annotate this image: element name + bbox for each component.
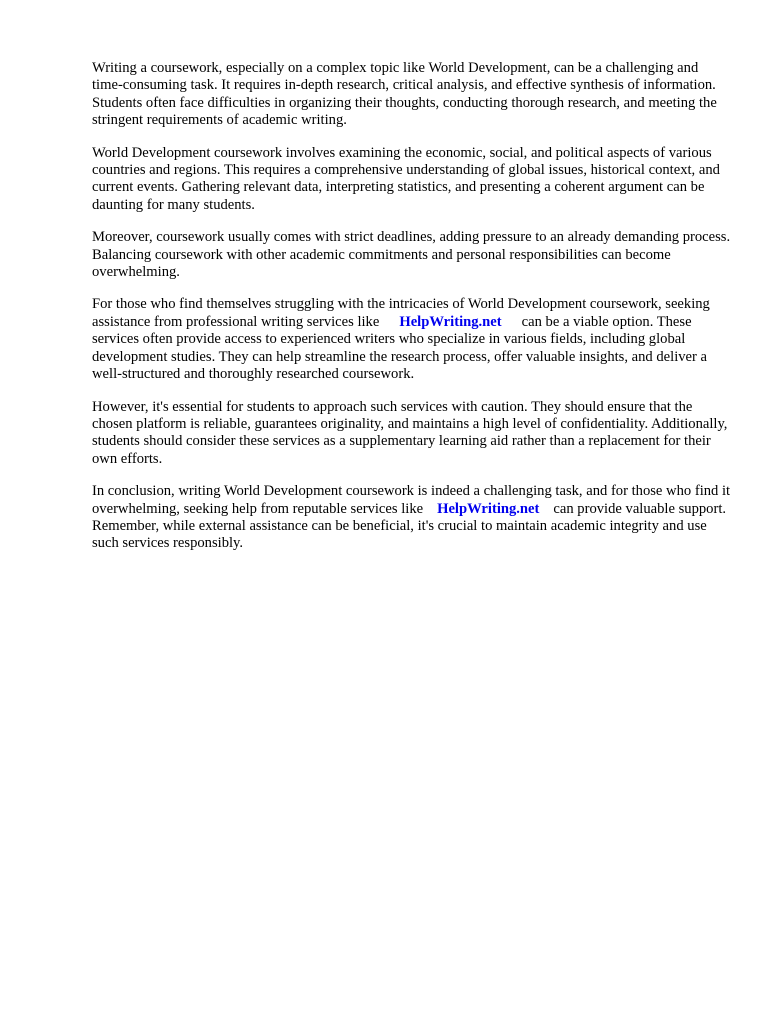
helpwriting-link[interactable]: HelpWriting.net [399, 313, 502, 330]
document-body [92, 60, 732, 568]
paragraph-3: Moreover, coursework usually comes with strict deadlines, adding pressure to an already demanding process. Balancing coursework with other academic commitments and personal responsibilities can become overwhelming. [92, 229, 731, 281]
paragraph-2: World Development coursework involves examining the economic, social, and political aspects of various countries and regions. This requires a comprehensive understanding of global issues, historical context, and current events. Gathering relevant data, interpreting statistics, and presenting a coherent argument can be daunting for many students. [92, 144, 720, 213]
paragraph-6-lead: In conclusion, writing World Development coursework is indeed a challenging task, and for those who find it overwhelming, seeking help from reputable services like [92, 483, 731, 517]
paragraph-5: However, it's essential for students to approach such services with caution. They should ensure that the chosen platform is reliable, guarantees originality, and maintains a high level of confidentiality. Additionally, students should consider these services as a supplementary learning aid rather than a replacement for their own efforts. [92, 398, 728, 467]
helpwriting-link-2[interactable]: HelpWriting.net [437, 500, 540, 517]
paragraph-4-lead: For those who find themselves struggling with the intricacies of World Development coursework, seeking assistance from professional writing services like [92, 296, 710, 330]
paragraph-4-tail: can be a viable option. These services often provide access to experienced writers who specialize in various fields, including global development studies. They can help streamline the research process, offer valuable insights, and deliver a well-structured and thoroughly researched coursework. [92, 313, 708, 383]
paragraph-6-tail: can provide valuable support. Remember, while external assistance can be beneficial, it's crucial to maintain academic integrity and use such services responsibly. [92, 500, 727, 552]
paragraph-4 [92, 296, 732, 383]
paragraph-1: Writing a coursework, especially on a complex topic like World Development, can be a challenging and time-consuming task. It requires in-depth research, critical analysis, and effective synthesis of information. Students often face difficulties in organizing their thoughts, conducting thorough research, and meeting the stringent requirements of academic writing. [92, 60, 717, 129]
paragraph-6 [92, 483, 732, 553]
